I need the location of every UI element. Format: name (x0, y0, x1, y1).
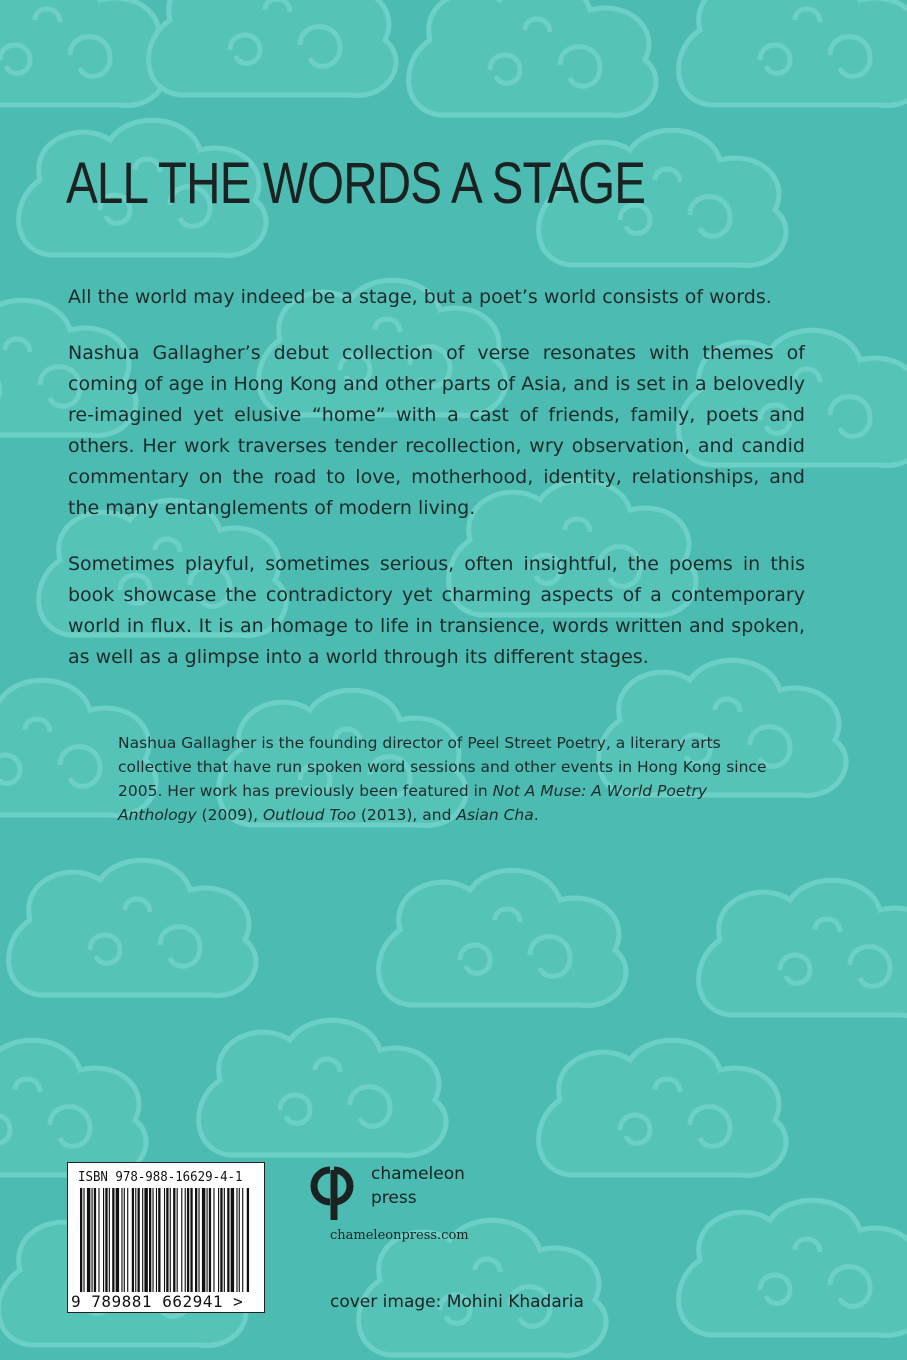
publisher-name (371, 1162, 465, 1210)
publisher-name-line-1: chameleon (371, 1164, 465, 1184)
book-title: ALL THE WORDS A STAGE (66, 151, 646, 216)
isbn-number: 9 789881 662941 > (71, 1292, 244, 1311)
isbn-label: ISBN 978-988-16629-4-1 (78, 1169, 243, 1185)
barcode-bars (80, 1188, 252, 1292)
bio-book-3: Asian Cha (456, 806, 534, 824)
isbn-barcode (67, 1162, 265, 1313)
bio-book-1: Not A Muse: A World Poetry Anthology (118, 782, 708, 824)
bio-year-2: (2013), and (355, 806, 457, 824)
blurb-paragraph-1: All the world may indeed be a stage, but a poet’s world consists of words. (68, 286, 772, 308)
blurb (68, 282, 805, 698)
bio-end: . (533, 806, 539, 824)
bio-intro: Nashua Gallagher is the founding director of Peel Street Poetry, a literary arts collective that have run spoken word sessions and other events in Hong Kong since 2005. Her work has previously been featured in (118, 734, 767, 800)
blurb-paragraph-2: Nashua Gallagher’s debut collection of verse resonates with themes of coming of age in Hong Kong and other parts of Asia, and is set in a belovedly re-imagined yet elusive “home” with a cast of friends, family, poets and others. Her work traverses tender recollection, wry observation, and candid commentary on the road to love, motherhood, identity, relationships, and the many entanglements of modern living. (68, 342, 805, 519)
publisher-name-line-2: press (371, 1188, 417, 1208)
bio-year-1: (2009), (196, 806, 263, 824)
publisher-url: chameleonpress.com (330, 1228, 469, 1243)
author-bio (118, 731, 773, 827)
bio-book-2: Outloud Too (262, 806, 356, 824)
cover-image-credit: cover image: Mohini Khadaria (330, 1292, 584, 1312)
blurb-paragraph-3: Sometimes playful, sometimes serious, often insightful, the poems in this book showcase the contradictory yet charming aspects of a contemporary world in flux. It is an homage to life in transience, words written and spoken, as well as a glimpse into a world through its different stages. (68, 553, 805, 668)
chameleon-press-logo-icon (302, 1162, 364, 1224)
